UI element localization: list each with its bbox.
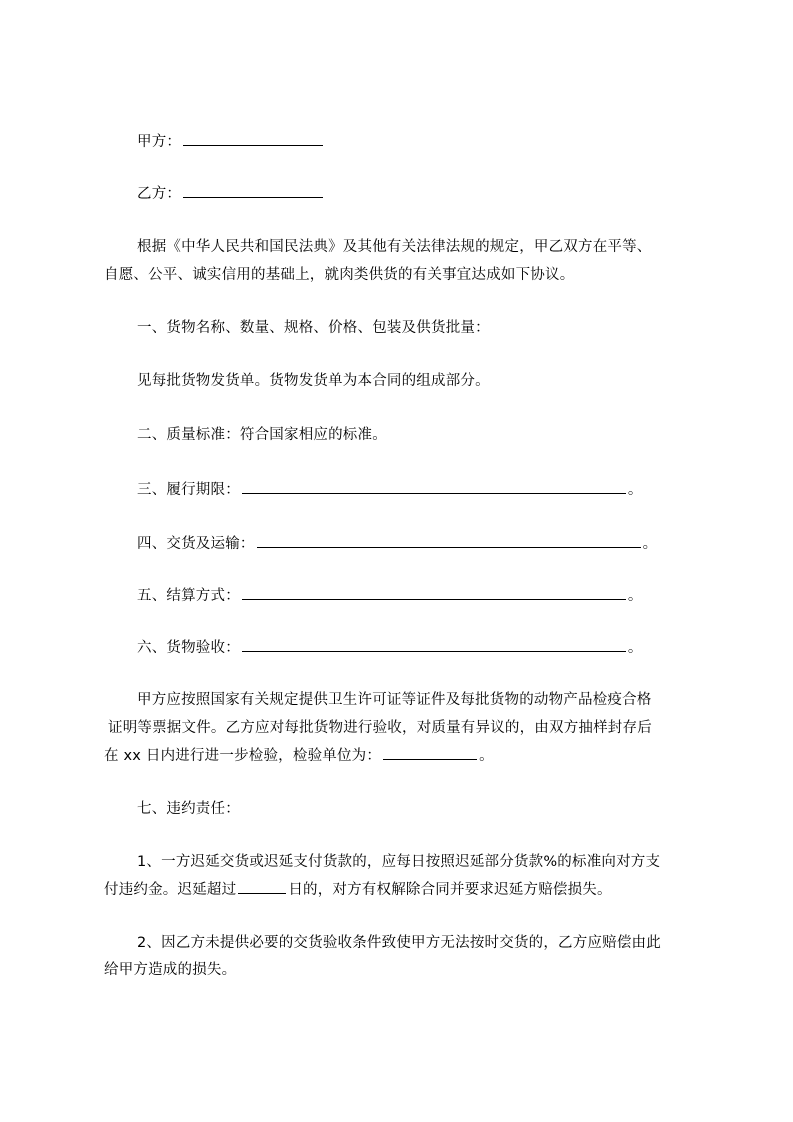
clause-2: 二、质量标准：符合国家相应的标准。	[137, 427, 387, 443]
clause-5-blank[interactable]	[242, 585, 626, 600]
clause-4-blank[interactable]	[257, 533, 641, 548]
clause-6-blank[interactable]	[242, 637, 626, 652]
party-a-line	[137, 131, 325, 152]
inspection-line-3-text: 在 xx 日内进行进一步检验，检验单位为：	[104, 748, 382, 764]
intro-line-2: 自愿、公平、诚实信用的基础上，就肉类供货的有关事宜达成如下协议。	[104, 267, 575, 283]
liability-item-2-line-1: 2、因乙方未提供必要的交货验收条件致使甲方无法按时交货的，乙方应赔偿由此	[137, 935, 661, 951]
inspection-unit-blank[interactable]	[383, 745, 477, 760]
clause-4-period: 。	[642, 536, 658, 552]
liability-item-1-post: 日的，对方有权解除合同并要求迟延方赔偿损失。	[288, 882, 612, 898]
clause-3-label: 三、履行期限：	[137, 482, 240, 498]
liability-item-1-line-2	[104, 879, 612, 900]
clause-1-body: 见每批货物发货单。货物发货单为本合同的组成部分。	[137, 373, 490, 389]
clause-3-period: 。	[627, 482, 643, 498]
clause-3-blank[interactable]	[242, 479, 626, 494]
clause-5-label: 五、结算方式：	[137, 588, 240, 604]
clause-4-line	[137, 533, 657, 554]
party-a-blank[interactable]	[183, 131, 323, 146]
party-b-label: 乙方：	[137, 186, 182, 202]
delay-days-blank[interactable]	[238, 879, 286, 894]
clause-1-title: 一、货物名称、数量、规格、价格、包装及供货批量：	[137, 320, 490, 336]
clause-6-label: 六、货物验收：	[137, 640, 240, 656]
party-b-line	[137, 183, 325, 204]
inspection-line-3-period: 。	[479, 748, 494, 764]
clause-4-label: 四、交货及运输：	[137, 536, 255, 552]
clause-5-line	[137, 585, 643, 606]
liability-item-1-pre: 付违约金。迟延超过	[104, 882, 237, 898]
clause-6-period: 。	[627, 640, 643, 656]
liability-item-1-line-1: 1、一方迟延交货或迟延支付货款的，应每日按照迟延部分货款%的标准向对方支	[137, 854, 661, 870]
inspection-line-2: 证明等票据文件。乙方应对每批货物进行验收，对质量有异议的，由双方抽样封存后	[108, 720, 652, 736]
intro-line-1: 根据《中华人民共和国民法典》及其他有关法律法规的规定，甲乙双方在平等、	[137, 239, 652, 255]
clause-6-line	[137, 637, 643, 658]
clause-3-line	[137, 479, 643, 500]
clause-5-period: 。	[627, 588, 643, 604]
party-a-label: 甲方：	[137, 134, 182, 150]
party-b-blank[interactable]	[183, 183, 323, 198]
inspection-line-1: 甲方应按照国家有关规定提供卫生许可证等证件及每批货物的动物产品检疫合格	[137, 692, 652, 708]
inspection-line-3	[104, 745, 494, 766]
liability-title: 七、违约责任：	[137, 801, 240, 817]
liability-item-2-line-2: 给甲方造成的损失。	[104, 962, 237, 978]
